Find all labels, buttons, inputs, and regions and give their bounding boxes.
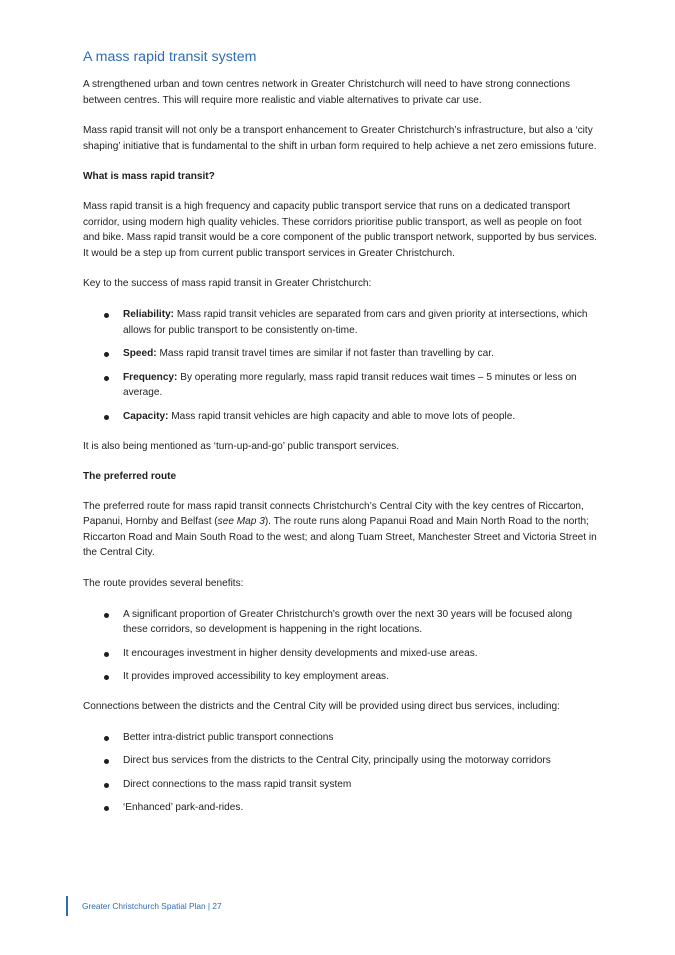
list-item — [83, 646, 598, 662]
list-item-text: Direct bus services from the districts to the Central City, principally using the motorway corridors — [123, 755, 551, 767]
bullet-icon — [104, 415, 109, 420]
bullet-icon — [104, 806, 109, 811]
bullet-icon — [104, 736, 109, 741]
benefits-intro: The route provides several benefits: — [83, 578, 244, 590]
benefits-list — [83, 607, 598, 685]
list-item-term: Speed: — [123, 348, 157, 360]
key-success-list — [83, 307, 598, 425]
what-is-heading: What is mass rapid transit? — [83, 171, 215, 183]
list-item — [83, 730, 598, 746]
connections-intro: Connections between the districts and the Central City will be provided using direct bus services, including: — [83, 701, 560, 713]
connections-list — [83, 730, 598, 816]
section-title: A mass rapid transit system — [83, 49, 257, 65]
page-content — [83, 48, 598, 830]
bullet-icon — [104, 352, 109, 357]
list-item-term: Reliability: — [123, 308, 175, 320]
footer-page-label: Greater Christchurch Spatial Plan | 27 — [82, 901, 222, 911]
preferred-route-paragraph — [83, 499, 598, 561]
what-is-paragraph: Mass rapid transit is a high frequency and capacity public transport service that runs on a dedicated transport corridor, using modern high quality vehicles. These corridors prioritise public transport, as well as people on foot and bike. Mass rapid transit would be a core component of the public transport network, supported by bus services. It would be a step up from current public transport services in Greater Christchurch. — [83, 200, 597, 259]
list-item — [83, 346, 598, 362]
intro-paragraph-1: A strengthened urban and town centres network in Greater Christchurch will need to have strong connections between centres. This will require more realistic and viable alternatives to private car use. — [83, 79, 571, 106]
list-item-term: Capacity: — [123, 410, 169, 422]
list-item — [83, 777, 598, 793]
list-item-text: Mass rapid transit vehicles are high capacity and able to move lots of people. — [168, 410, 516, 422]
list-item — [83, 409, 598, 425]
turn-up-and-go-paragraph: It is also being mentioned as ‘turn-up-and-go’ public transport services. — [83, 440, 400, 452]
intro-paragraph-2: Mass rapid transit will not only be a transport enhancement to Greater Christchurch’s infrastructure, but also a ‘city shaping’ initiative that is fundamental to the shift in urban form required to help achieve a net zero emissions future. — [83, 125, 597, 152]
page-footer — [66, 896, 222, 916]
list-item-text: By operating more regularly, mass rapid transit reduces wait times – 5 minutes or less on average. — [123, 371, 577, 399]
list-item-text: Direct connections to the mass rapid transit system — [123, 778, 352, 790]
list-item-text: It provides improved accessibility to key employment areas. — [123, 671, 389, 683]
route-text-after: ). The route runs along Papanui Road and Main North Road to the north; Riccarton Road and Main South Road to the west; and along Tuam Street, Manchester Street and Victoria Street in the Central City. — [83, 516, 597, 559]
list-item — [83, 753, 598, 769]
list-item — [83, 800, 598, 816]
key-success-intro: Key to the success of mass rapid transit in Greater Christchurch: — [83, 278, 372, 290]
list-item-text: A significant proportion of Greater Christchurch's growth over the next 30 years will be focused along these corridors, so development is happening in the right locations. — [123, 608, 573, 636]
list-item-text: Better intra-district public transport connections — [123, 731, 334, 743]
list-item-text: Mass rapid transit travel times are similar if not faster than travelling by car. — [156, 348, 494, 360]
list-item-text: Mass rapid transit vehicles are separated from cars and given priority at intersections, which allows for public transport to be consistently on-time. — [123, 308, 588, 336]
preferred-route-heading: The preferred route — [83, 471, 177, 483]
bullet-icon — [104, 376, 109, 381]
list-item — [83, 669, 598, 685]
list-item-text: ‘Enhanced’ park-and-rides. — [123, 802, 244, 814]
route-text-before: The preferred route for mass rapid transit connects Christchurch’s Central City with the key centres of Riccarton, Papanui, Hornby and Belfast ( — [83, 500, 584, 528]
bullet-icon — [104, 759, 109, 764]
list-item — [83, 607, 598, 638]
bullet-icon — [104, 613, 109, 618]
list-item-term: Frequency: — [123, 371, 178, 383]
map-reference-link[interactable]: see Map 3 — [217, 516, 265, 528]
list-item — [83, 370, 598, 401]
bullet-icon — [104, 675, 109, 680]
footer-divider — [66, 896, 68, 916]
list-item — [83, 307, 598, 338]
bullet-icon — [104, 652, 109, 657]
bullet-icon — [104, 313, 109, 318]
list-item-text: It encourages investment in higher density developments and mixed-use areas. — [123, 647, 478, 659]
bullet-icon — [104, 783, 109, 788]
